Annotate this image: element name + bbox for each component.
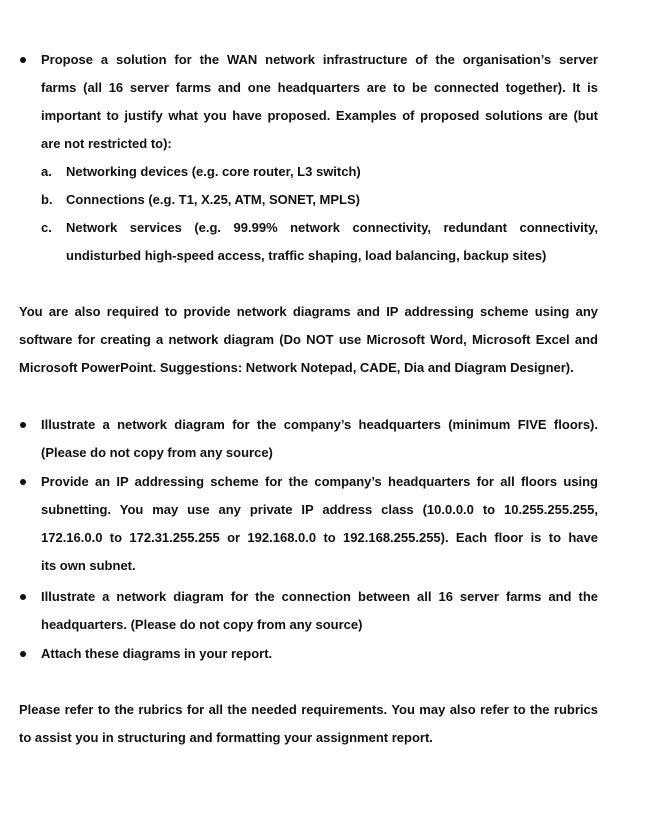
bullet-5-dot [20,651,26,657]
bullet-2-dot [20,422,26,428]
bullet-1-line-3: important to justify what you have proposed. Examples of proposed solutions are (but [41,108,598,123]
bullet-2-line-2: (Please do not copy from any source) [41,445,273,460]
para-2-line-1: Please refer to the rubrics for all the needed requirements. You may also refer to the rubrics [19,702,598,717]
sublist-c-marker: c. [41,220,52,235]
bullet-1-line-2: farms (all 16 server farms and one headquarters are to be connected together). It is [41,80,598,95]
para-2-line-2: to assist you in structuring and formatting your assignment report. [19,730,433,745]
sublist-a-text: Networking devices (e.g. core router, L3 switch) [66,164,361,179]
bullet-4-dot [20,594,26,600]
para-1-line-3: Microsoft PowerPoint. Suggestions: Network Notepad, CADE, Dia and Diagram Designer). [19,360,574,375]
bullet-3-line-3: 172.16.0.0 to 172.31.255.255 or 192.168.0.0 to 192.168.255.255). Each floor is to have [41,530,598,545]
para-1-line-2: software for creating a network diagram (Do NOT use Microsoft Word, Microsoft Excel and [19,332,598,347]
sublist-c-line-1: Network services (e.g. 99.99% network connectivity, redundant connectivity, [66,220,598,235]
bullet-3-line-4: its own subnet. [41,558,136,573]
sublist-c-line-2: undisturbed high-speed access, traffic shaping, load balancing, backup sites) [66,248,547,263]
sublist-b-marker: b. [41,192,53,207]
bullet-5-line-1: Attach these diagrams in your report. [41,646,273,661]
para-1-line-1: You are also required to provide network diagrams and IP addressing scheme using any [19,304,598,319]
bullet-1-line-1: Propose a solution for the WAN network infrastructure of the organisation’s server [41,52,598,67]
bullet-1-dot [20,57,26,63]
bullet-3-line-1: Provide an IP addressing scheme for the company’s headquarters for all floors using [41,474,598,489]
bullet-3-dot [20,479,26,485]
bullet-2-line-1: Illustrate a network diagram for the company’s headquarters (minimum FIVE floors). [41,417,598,432]
bullet-4-line-2: headquarters. (Please do not copy from any source) [41,617,363,632]
sublist-a-marker: a. [41,164,52,179]
sublist-b-text: Connections (e.g. T1, X.25, ATM, SONET, MPLS) [66,192,360,207]
bullet-4-line-1: Illustrate a network diagram for the connection between all 16 server farms and the [41,589,598,604]
bullet-1-line-4: are not restricted to): [41,136,172,151]
bullet-3-line-2: subnetting. You may use any private IP address class (10.0.0.0 to 10.255.255.255, [41,502,598,517]
